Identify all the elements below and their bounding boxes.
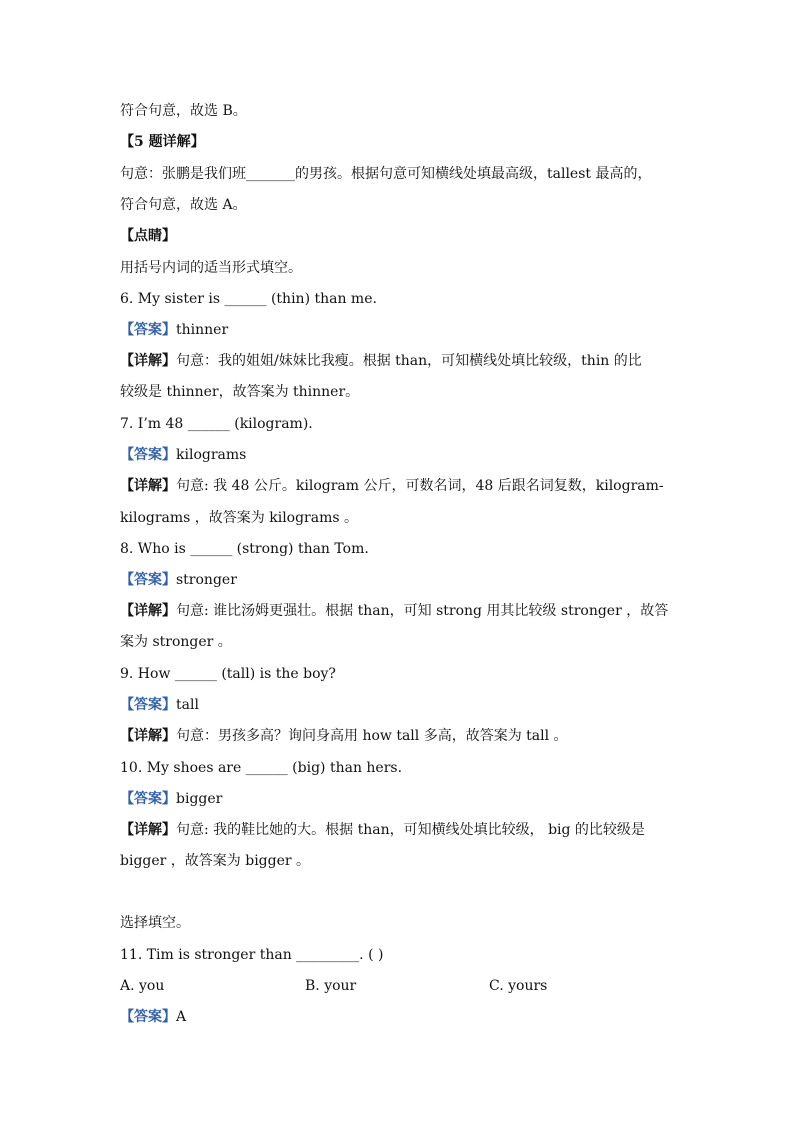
explanation-text: bigger ，故答案为 bigger 。 [120, 853, 311, 869]
option-b: B. your [305, 978, 357, 994]
answer-tag: 【答案】 [120, 322, 176, 338]
explanation-text: 句意: 我 48 公斤。kilogram 公斤，可数名词，48 后跟名词复数，kilogram- [176, 478, 664, 494]
answer-tag: 【答案】 [120, 791, 176, 807]
explanation-line [120, 476, 664, 496]
text-line: 符合句意，故选 B。 [120, 103, 247, 119]
explanation-text: kilograms ，故答案为 kilograms 。 [120, 510, 359, 526]
explanation-line [120, 726, 568, 746]
answer-tag: 【答案】 [120, 572, 176, 588]
answer-line [120, 789, 222, 809]
tip-heading: 【点睛】 [120, 228, 176, 244]
answer-text: thinner [176, 322, 229, 338]
answer-text: stronger [176, 572, 237, 588]
explanation-tag: 【详解】 [120, 728, 176, 744]
answer-text: kilograms [176, 447, 247, 463]
option-a: A. you [120, 978, 165, 994]
text-line: 句意：张鹏是我们班_______的男孩。根据句意可知横线处填最高级，tallest 最高的， [120, 166, 652, 182]
question-7: 7. I’m 48 ______ (kilogram). [120, 416, 313, 432]
explanation-text: 句意: 谁比汤姆更强壮。根据 than，可知 strong 用其比较级 stronger ，故答 [176, 603, 669, 619]
explanation-text: 句意：男孩多高？询问身高用 how tall 多高，故答案为 tall 。 [176, 728, 568, 744]
explanation-tag: 【详解】 [120, 353, 176, 369]
explanation-tag: 【详解】 [120, 603, 176, 619]
section-title: 选择填空。 [120, 915, 190, 931]
question-8: 8. Who is ______ (strong) than Tom. [120, 541, 369, 557]
question-10: 10. My shoes are ______ (big) than hers. [120, 760, 403, 776]
answer-text: tall [176, 697, 199, 713]
explanation-text: 句意：我的姐姐/妹妹比我瘦。根据 than，可知横线处填比较级，thin 的比 [176, 353, 642, 369]
explanation-text: 句意: 我的鞋比她的大。根据 than，可知横线处填比较级， big 的比较级是 [176, 822, 645, 838]
explanation-line [120, 601, 668, 621]
text-line: 符合句意，故选 A。 [120, 197, 247, 213]
explanation-line [120, 351, 642, 371]
explanation-text: 较级是 thinner，故答案为 thinner。 [120, 384, 360, 400]
question-heading: 【5 题详解】 [120, 134, 205, 150]
answer-line [120, 695, 199, 715]
explanation-text: 案为 stronger 。 [120, 634, 232, 650]
answer-text: A [176, 1009, 187, 1025]
answer-line [120, 1007, 186, 1027]
answer-tag: 【答案】 [120, 1009, 176, 1025]
answer-tag: 【答案】 [120, 697, 176, 713]
explanation-tag: 【详解】 [120, 822, 176, 838]
option-c: C. yours [489, 978, 548, 994]
question-11: 11. Tim is stronger than _________. ( ) [120, 947, 384, 963]
explanation-line [120, 820, 645, 840]
explanation-tag: 【详解】 [120, 478, 176, 494]
question-6: 6. My sister is ______ (thin) than me. [120, 291, 377, 307]
section-title: 用括号内词的适当形式填空。 [120, 260, 302, 276]
answer-line [120, 320, 228, 340]
answer-line [120, 445, 246, 465]
answer-line [120, 570, 237, 590]
question-9: 9. How ______ (tall) is the boy? [120, 666, 336, 682]
answer-tag: 【答案】 [120, 447, 176, 463]
answer-text: bigger [176, 791, 223, 807]
